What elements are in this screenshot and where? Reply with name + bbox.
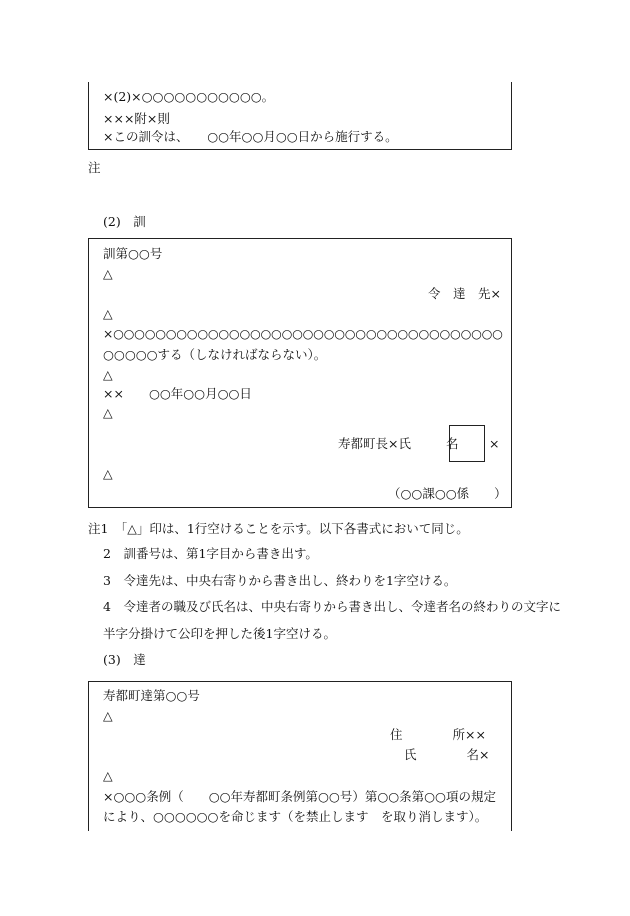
top-box-line-3: ×この訓令は、 ○○年○○月○○日から施行する。 [103,129,398,144]
section3-address-label: 住 所×× [390,727,486,742]
section3-spacer-1: △ [103,708,113,723]
section3-body-line-2: により、○○○○○○を命じます（を禁止します を取り消します）。 [103,809,488,824]
section2-body-line-1: ×○○○○○○○○○○○○○○○○○○○○○○○○○○○○○○○○○○○○○ [103,327,503,341]
section3-box-left-border [88,681,89,831]
section2-issuer-tail: × [489,436,500,451]
note-1: 注1 「△」印は、1行空けることを示す。以下各書式において同じ。 [88,521,469,536]
top-box-line-2: ×××附×則 [103,111,170,126]
section3-spacer-2: △ [103,768,113,783]
section2-box [88,238,512,508]
section3-box-top-border [88,681,512,682]
section2-spacer-3: △ [103,367,113,382]
note-3: 3 令達先は、中央右寄りから書き出し、終わりを1字空ける。 [103,573,457,588]
section2-spacer-2: △ [103,306,113,321]
section2-heading: (2) 訓 [103,214,146,229]
section3-heading: (3) 達 [103,652,146,667]
section3-body-line-1: ×○○○条例（ ○○年寿都町条例第○○号）第○○条第○○項の規定 [103,789,496,804]
section2-issuer-title: 寿都町長×氏 [338,436,411,451]
section3-number-line: 寿都町達第○○号 [103,688,200,703]
section2-spacer-4: △ [103,405,113,420]
top-box-left-border [88,82,89,150]
note-top: 注 [88,160,101,175]
section2-body-line-2: ○○○○○する（しなければならない）。 [103,347,327,362]
section2-issuer-name: 名 [446,436,459,451]
section2-section-contact: （○○課○○係 ） [388,486,507,501]
note-2: 2 訓番号は、第1字目から書き出す。 [103,546,318,561]
section2-recipient: 令 達 先× [428,286,501,301]
section2-number-line: 訓第○○号 [103,246,163,261]
note-4: 4 令達者の職及び氏名は、中央右寄りから書き出し、令達者名の終わりの文字に [103,599,561,614]
note-4-continued: 半字分掛けて公印を押した後1字空ける。 [103,626,336,641]
section3-name-label: 氏 名× [404,747,490,762]
section3-box-right-border [511,681,512,831]
section2-spacer-5: △ [103,466,113,481]
top-box-right-border [511,82,512,150]
top-box-line-1: ×(2)×○○○○○○○○○○○。 [103,89,275,104]
top-box-bottom-border [88,149,512,150]
section2-date-line: ×× ○○年○○月○○日 [103,386,252,401]
section2-spacer-1: △ [103,266,113,281]
